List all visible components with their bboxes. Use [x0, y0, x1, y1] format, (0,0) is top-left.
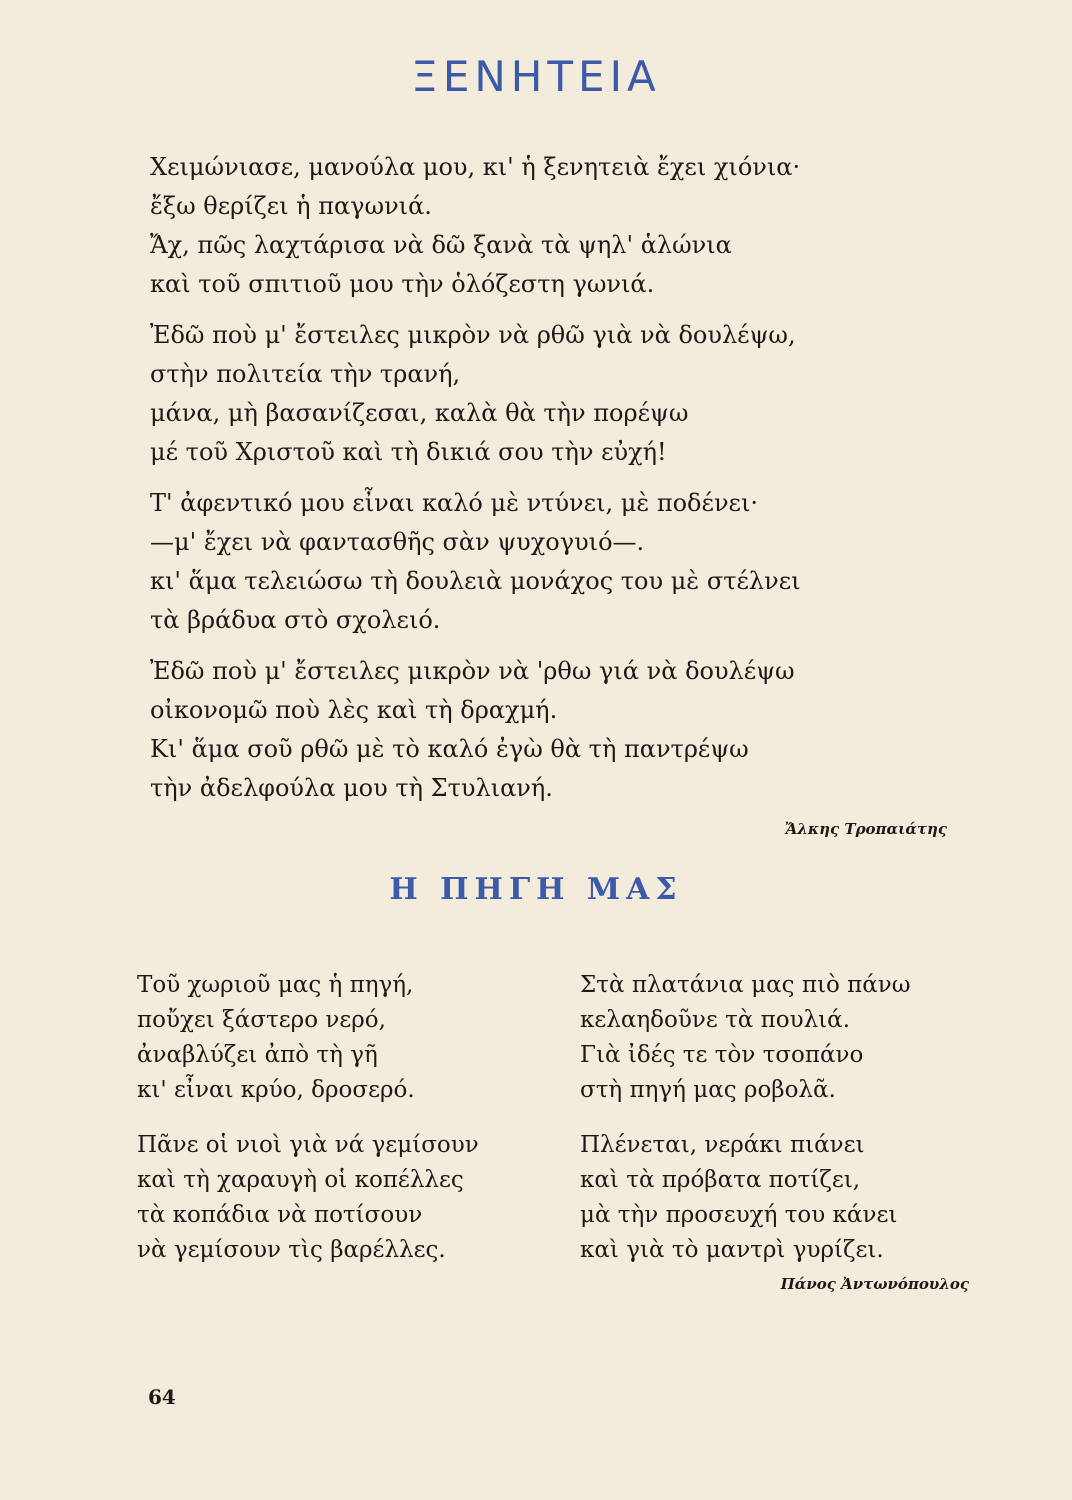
verse-line: Ἐδῶ ποὺ μ' ἔστειλες μικρὸν νὰ 'ρθω γιά νὰ δουλέψω	[150, 657, 795, 685]
poem-author: Ἄλκης Τροπαιάτης	[784, 820, 947, 838]
verse-line: ποὔχει ξάστερο νερό,	[137, 1007, 386, 1033]
verse-line: Ἐδῶ ποὺ μ' ἔστειλες μικρὸν νὰ ρθῶ γιὰ νὰ δουλέψω,	[150, 321, 796, 349]
verse-line: Πᾶνε οἱ νιοὶ γιὰ νά γεμίσουν	[137, 1132, 479, 1158]
verse-line: —μ' ἔχει νὰ φαντασθῆς σὰν ψυχογυιό—.	[150, 528, 645, 556]
verse-line: καὶ γιὰ τὸ μαντρὶ γυρίζει.	[580, 1237, 884, 1263]
verse-line: τὴν ἀδελφούλα μου τὴ Στυλιανή.	[150, 774, 553, 802]
verse-line: στὴν πολιτεία τὴν τρανή,	[150, 360, 461, 388]
verse-line: Κι' ἅμα σοῦ ρθῶ μὲ τὸ καλό ἐγὼ θὰ τὴ παντρέψω	[150, 735, 749, 763]
verse-line: Τ' ἀφεντικό μου εἶναι καλό μὲ ντύνει, μὲ ποδένει·	[150, 489, 759, 517]
poem-author: Πάνος Ἀντωνόπουλος	[780, 1275, 969, 1293]
stanza	[137, 968, 557, 1108]
poem-title: Η ΠΗΓΗ ΜΑΣ	[389, 872, 683, 907]
verse-line: καὶ τοῦ σπιτιοῦ μου τὴν ὁλόζεστη γωνιά.	[150, 270, 655, 298]
poem-column-right	[580, 968, 1000, 1272]
verse-line: κελαηδοῦνε τὰ πουλιά.	[580, 1007, 851, 1033]
stanza	[150, 652, 910, 808]
verse-line: ἀναβλύζει ἀπὸ τὴ γῆ	[137, 1042, 378, 1068]
stanza	[150, 484, 910, 640]
verse-line: μὰ τὴν προσευχή του κάνει	[580, 1202, 898, 1228]
verse-line: Χειμώνιασε, μανούλα μου, κι' ἡ ξενητειὰ ἔχει χιόνια·	[150, 153, 801, 181]
verse-line: ἔξω θερίζει ἡ παγωνιά.	[150, 192, 432, 220]
verse-line: Τοῦ χωριοῦ μας ἡ πηγή,	[137, 972, 414, 998]
poem-column-left	[137, 968, 557, 1272]
verse-line: Γιὰ ἰδές τε τὸν τσοπάνο	[580, 1042, 864, 1068]
verse-line: τὰ βράδυα στὸ σχολειό.	[150, 606, 441, 634]
verse-line: οἰκονομῶ ποὺ λὲς καὶ τὴ δραχμή.	[150, 696, 558, 724]
verse-line: Πλένεται, νεράκι πιάνει	[580, 1132, 865, 1158]
stanza	[580, 1128, 1000, 1268]
verse-line: καὶ τὰ πρόβατα ποτίζει,	[580, 1167, 861, 1193]
stanza	[150, 316, 910, 472]
verse-line: στὴ πηγή μας ροβολᾶ.	[580, 1077, 836, 1103]
verse-line: κι' ἅμα τελειώσω τὴ δουλειὰ μονάχος του μὲ στέλνει	[150, 567, 801, 595]
verse-line: μέ τοῦ Χριστοῦ καὶ τὴ δικιά σου τὴν εὐχή!	[150, 438, 667, 466]
verse-line: νὰ γεμίσουν τὶς βαρέλλες.	[137, 1237, 446, 1263]
page-number: 64	[148, 1385, 176, 1409]
verse-line: Ἄχ, πῶς λαχτάρισα νὰ δῶ ξανὰ τὰ ψηλ' ἁλώνια	[150, 231, 732, 259]
verse-line: καὶ τὴ χαραυγὴ οἱ κοπέλλες	[137, 1167, 464, 1193]
verse-line: μάνα, μὴ βασανίζεσαι, καλὰ θὰ τὴν πορέψω	[150, 399, 689, 427]
poem-title: ΞΕΝΗΤΕΙΑ	[411, 52, 661, 101]
verse-line: τὰ κοπάδια νὰ ποτίσουν	[137, 1202, 423, 1228]
stanza	[137, 1128, 557, 1268]
verse-line: κι' εἶναι κρύο, δροσερό.	[137, 1077, 415, 1103]
verse-line: Στὰ πλατάνια μας πιὸ πάνω	[580, 972, 911, 998]
stanza	[150, 148, 910, 304]
poem-body	[150, 148, 910, 812]
stanza	[580, 968, 1000, 1108]
